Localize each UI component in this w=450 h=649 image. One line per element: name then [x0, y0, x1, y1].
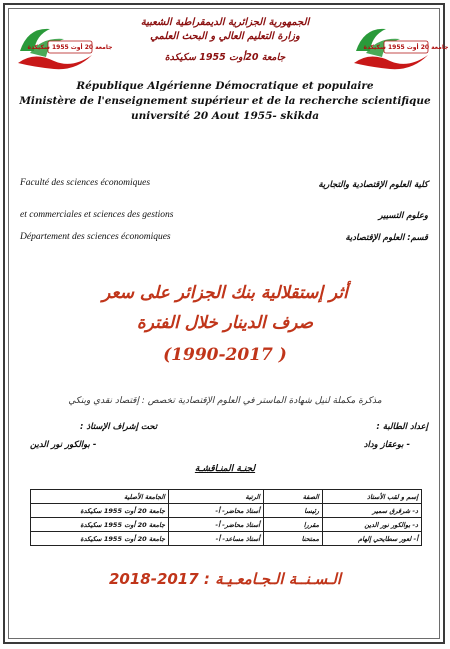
thesis-title-line2: صرف الدينار خلال الفترة — [136, 313, 314, 333]
table-row — [31, 504, 422, 518]
jury-member-university: جامعة 20 أوت 1955 سكيكدة — [31, 518, 169, 532]
jury-member-rank: أستاذ محاضر- أ- — [169, 504, 264, 518]
thesis-subtitle: مذكرة مكملة لنيل شهادة الماستر في العلوم الإقتصادية تخصص : إقتصاد نقدي وبنكي — [68, 396, 382, 406]
supervisor-label: تحت إشراف الإستاذ : — [80, 422, 158, 432]
jury-member-rank: أستاذ مساعد- أ- — [169, 532, 264, 546]
jury-header-row — [31, 490, 422, 504]
faculty-ar-line1: كلية العلوم الإقتصادية والتجارية — [318, 180, 428, 190]
jury-header-university: الجامعة الأصلية — [31, 490, 169, 504]
logo-right-text: جامعة 20 أوت 1955 سكيكدة — [363, 44, 449, 51]
jury-member-name: د- شرقرق سمير — [323, 504, 422, 518]
jury-table — [30, 489, 422, 546]
jury-title: لجنـة المنـاقشـة — [194, 464, 256, 474]
header-fr-ministry: Ministère de l'enseignement supérieur et de la recherche scientifique — [19, 95, 431, 107]
logo-left-text: جامعة 20 أوت 1955 سكيكدة — [27, 44, 113, 51]
jury-member-role: ممتحنا — [264, 532, 323, 546]
jury-member-rank: أستاذ محاضر- أ- — [169, 518, 264, 532]
student-name: - بوعقاز وداد — [363, 440, 410, 450]
header-fr-republic: République Algérienne Démocratique et populaire — [76, 80, 374, 92]
jury-member-university: جامعة 20 أوت 1955 سكيكدة — [31, 504, 169, 518]
faculty-fr-line2: et commerciales et sciences des gestions — [20, 210, 174, 220]
department-ar: قسم: العلوم الإقتصادية — [345, 233, 428, 243]
faculty-ar-line2: وعلوم التسيير — [378, 211, 428, 221]
header-ar-ministry: وزارة التعليم العالي و البحث العلمي — [150, 31, 300, 42]
faculty-fr-line1: Faculté des sciences économiques — [20, 178, 151, 188]
jury-header-name: إسم و لقب الأستاذ — [323, 490, 422, 504]
jury-header-rank: الرتبة — [169, 490, 264, 504]
jury-member-role: مقررا — [264, 518, 323, 532]
academic-year: الـسـنــة الـجـامعـيـة : 2017-2018 — [108, 570, 342, 588]
jury-header-role: الصفة — [264, 490, 323, 504]
table-row — [31, 532, 422, 546]
table-row — [31, 518, 422, 532]
header-ar-university: جامعة 20أوت 1955 سكيكدة — [164, 52, 286, 63]
jury-member-name: د- بوالكور نور الدين — [323, 518, 422, 532]
thesis-title-line1: أثر إستقلالية بنك الجزائر على سعر — [102, 283, 348, 303]
student-label: إعداد الطالبة : — [376, 422, 428, 432]
header-ar-republic: الجمهورية الجزائرية الديمقراطية الشعبية — [140, 17, 310, 28]
department-fr: Département des sciences économiques — [20, 232, 171, 242]
header-fr-university: université 20 Aout 1955- skikda — [130, 110, 320, 122]
thesis-title-period: (1990-2017 ) — [163, 345, 287, 365]
supervisor-name: - بوالكور نور الدين — [30, 440, 97, 450]
jury-member-name: أ- لعور سطايحي إلهام — [323, 532, 422, 546]
jury-member-role: رئيسا — [264, 504, 323, 518]
jury-member-university: جامعة 20 أوت 1955 سكيكدة — [31, 532, 169, 546]
